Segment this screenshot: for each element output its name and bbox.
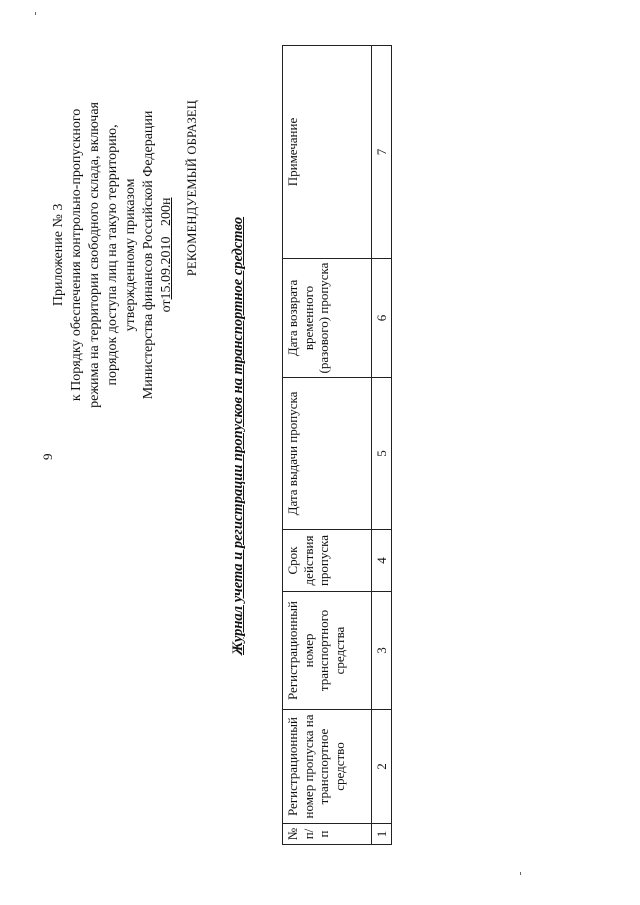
column-number: 2 [372, 710, 392, 824]
journal-title: Журнал учета и регистрации пропусков на транспортное средство [230, 216, 246, 655]
table-number-row [372, 46, 392, 845]
appendix-line: к Порядку обеспечения контрольно-пропускного [69, 108, 84, 402]
header-pass-number: Регистрационный номер пропуска на транспортное средство [283, 710, 372, 824]
date-suffix-text: 200н [159, 197, 174, 226]
column-number: 3 [372, 592, 392, 710]
header-validity: Срок действия пропуска [283, 530, 372, 592]
column-number: 4 [372, 530, 392, 592]
scan-speck [520, 872, 521, 875]
date-prefix: от [159, 299, 174, 313]
appendix-line-title: Приложение № 3 [51, 203, 66, 307]
table-header-row [283, 46, 372, 845]
appendix-line: порядок доступа лиц на такую территорию, [105, 124, 120, 386]
appendix-line: Министерства финансов Российской Федерации [141, 110, 156, 400]
recommended-sample-label: РЕКОМЕНДУЕМЫЙ ОБРАЗЕЦ [185, 100, 199, 277]
appendix-line: режима на территории свободного склада, включая [87, 102, 102, 408]
column-number: 1 [372, 824, 392, 845]
header-issue-date: Дата выдачи пропуска [283, 378, 372, 530]
scan-speck [35, 12, 36, 15]
date-suffix [159, 197, 174, 236]
appendix-date-line [158, 102, 176, 408]
appendix-line: утвержденному приказом [123, 178, 138, 332]
header-return-date: Дата возврата временного (разового) пропуска [283, 259, 372, 378]
column-number: 6 [372, 259, 392, 378]
page-number: 9 [40, 453, 55, 460]
header-number: № п/п [283, 824, 372, 845]
header-note: Примечание [283, 46, 372, 259]
column-number: 7 [372, 46, 392, 259]
journal-table [282, 45, 392, 845]
column-number: 5 [372, 378, 392, 530]
date-value: 15.09.2010 [159, 236, 174, 300]
header-vehicle-number: Регистрационный номер транспортного средства [283, 592, 372, 710]
appendix-block [50, 102, 176, 408]
